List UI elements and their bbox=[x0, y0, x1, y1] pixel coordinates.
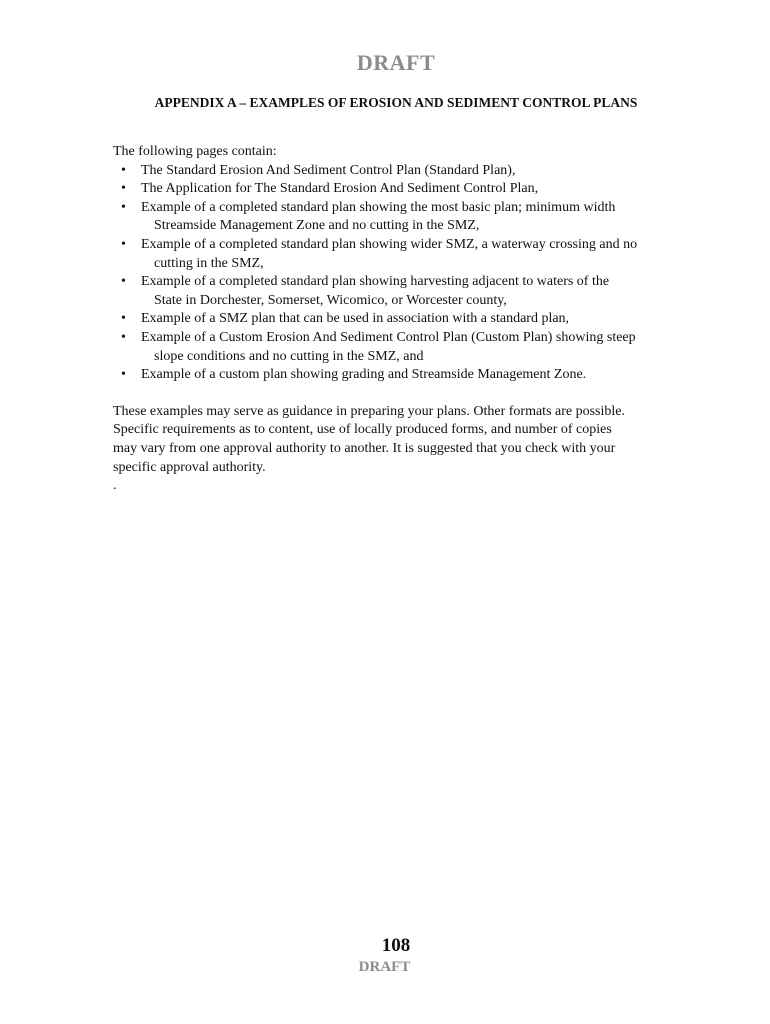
bullet-icon: • bbox=[121, 367, 126, 383]
list-item bbox=[113, 329, 688, 366]
list-item-text: Example of a Custom Erosion And Sediment Control Plan (Custom Plan) showing steep bbox=[141, 329, 636, 345]
bullet-icon: • bbox=[121, 199, 126, 215]
page-number: 108 bbox=[381, 935, 411, 956]
paragraph-line: These examples may serve as guidance in preparing your plans. Other formats are possible. bbox=[113, 403, 625, 419]
bullet-icon: • bbox=[121, 311, 126, 327]
trailing-dot: . bbox=[113, 478, 117, 494]
list-item-text: Example of a completed standard plan showing the most basic plan; minimum width bbox=[141, 199, 616, 215]
guidance-paragraph bbox=[113, 403, 688, 477]
bullet-icon: • bbox=[121, 236, 126, 252]
list-item bbox=[113, 366, 688, 385]
list-item bbox=[113, 273, 688, 310]
paragraph-line: Specific requirements as to content, use of locally produced forms, and number of copies bbox=[113, 422, 612, 438]
bullet-icon: • bbox=[121, 329, 126, 345]
list-item bbox=[113, 180, 688, 199]
draft-watermark-top: DRAFT bbox=[356, 50, 436, 75]
list-item-text: Example of a custom plan showing grading and Streamside Management Zone. bbox=[141, 367, 587, 383]
intro-text: The following pages contain: bbox=[113, 144, 277, 159]
bullet-icon: • bbox=[121, 162, 126, 178]
contents-list bbox=[113, 162, 688, 385]
list-item-text: Example of a SMZ plan that can be used in association with a standard plan, bbox=[141, 311, 570, 327]
paragraph-line: may vary from one approval authority to another. It is suggested that you check with your bbox=[113, 440, 616, 456]
list-item-text: The Application for The Standard Erosion And Sediment Control Plan, bbox=[141, 181, 539, 197]
list-item bbox=[113, 310, 688, 329]
bullet-icon: • bbox=[121, 181, 126, 197]
appendix-title: APPENDIX A – EXAMPLES OF EROSION AND SEDIMENT CONTROL PLANS bbox=[154, 95, 638, 110]
draft-watermark-bottom: DRAFT bbox=[358, 959, 411, 975]
list-item bbox=[113, 162, 688, 181]
list-item bbox=[113, 199, 688, 236]
list-item-continuation: cutting in the SMZ, bbox=[154, 255, 264, 271]
bullet-icon: • bbox=[121, 274, 126, 290]
list-item-continuation: slope conditions and no cutting in the SMZ, and bbox=[154, 348, 424, 364]
list-item-continuation: State in Dorchester, Somerset, Wicomico, or Worcester county, bbox=[154, 292, 507, 308]
document-body bbox=[113, 143, 688, 493]
list-item bbox=[113, 236, 688, 273]
list-item-text: Example of a completed standard plan showing harvesting adjacent to waters of the bbox=[141, 274, 610, 290]
list-item-continuation: Streamside Management Zone and no cutting in the SMZ, bbox=[154, 218, 480, 234]
list-item-text: The Standard Erosion And Sediment Control Plan (Standard Plan), bbox=[141, 162, 516, 178]
paragraph-line: specific approval authority. bbox=[113, 459, 266, 475]
list-item-text: Example of a completed standard plan showing wider SMZ, a waterway crossing and no bbox=[141, 236, 638, 252]
